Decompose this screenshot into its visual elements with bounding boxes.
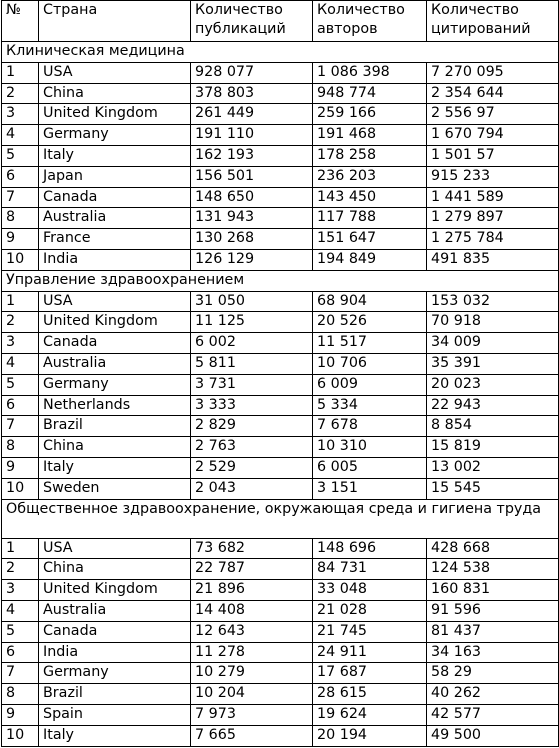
- cell-publications: 14 408: [191, 600, 313, 621]
- cell-citations: 22 943: [427, 395, 559, 416]
- country-statistics-table: [1, 0, 559, 747]
- table-row: [2, 353, 559, 374]
- cell-authors: 28 615: [313, 684, 427, 705]
- cell-authors: 21 028: [313, 600, 427, 621]
- cell-citations: 58 29: [427, 663, 559, 684]
- cell-citations: 2 556 97: [427, 104, 559, 125]
- cell-country: Germany: [39, 663, 191, 684]
- cell-authors: 5 334: [313, 395, 427, 416]
- cell-publications: 2 763: [191, 437, 313, 458]
- cell-publications: 5 811: [191, 353, 313, 374]
- cell-country: United Kingdom: [39, 312, 191, 333]
- cell-rank: 4: [2, 600, 39, 621]
- cell-authors: 24 911: [313, 642, 427, 663]
- table-row: [2, 208, 559, 229]
- table-row: [2, 725, 559, 746]
- cell-citations: 15 545: [427, 478, 559, 499]
- cell-rank: 2: [2, 312, 39, 333]
- cell-authors: 84 731: [313, 559, 427, 580]
- table-body: [2, 42, 559, 747]
- table-row: [2, 600, 559, 621]
- cell-citations: 70 918: [427, 312, 559, 333]
- cell-publications: 6 002: [191, 333, 313, 354]
- table-row: [2, 104, 559, 125]
- table-row: [2, 62, 559, 83]
- table-row: [2, 374, 559, 395]
- cell-citations: 20 023: [427, 374, 559, 395]
- cell-authors: 3 151: [313, 478, 427, 499]
- cell-publications: 126 129: [191, 249, 313, 270]
- cell-country: Canada: [39, 621, 191, 642]
- cell-rank: 3: [2, 333, 39, 354]
- table-row: [2, 621, 559, 642]
- cell-authors: 21 745: [313, 621, 427, 642]
- cell-citations: 49 500: [427, 725, 559, 746]
- table-row: [2, 166, 559, 187]
- cell-publications: 2 043: [191, 478, 313, 499]
- cell-authors: 20 194: [313, 725, 427, 746]
- cell-publications: 11 125: [191, 312, 313, 333]
- table-row: [2, 83, 559, 104]
- cell-citations: 124 538: [427, 559, 559, 580]
- cell-rank: 1: [2, 538, 39, 559]
- cell-country: Germany: [39, 125, 191, 146]
- cell-rank: 8: [2, 437, 39, 458]
- cell-publications: 3 333: [191, 395, 313, 416]
- cell-rank: 8: [2, 208, 39, 229]
- table-row: [2, 437, 559, 458]
- cell-publications: 148 650: [191, 187, 313, 208]
- header-country: Страна: [39, 1, 191, 42]
- table-row: [2, 291, 559, 312]
- cell-country: Spain: [39, 704, 191, 725]
- cell-publications: 928 077: [191, 62, 313, 83]
- cell-publications: 7 973: [191, 704, 313, 725]
- cell-country: China: [39, 437, 191, 458]
- header-row: [2, 1, 559, 42]
- cell-authors: 33 048: [313, 580, 427, 601]
- cell-citations: 153 032: [427, 291, 559, 312]
- cell-authors: 10 706: [313, 353, 427, 374]
- cell-citations: 1 275 784: [427, 229, 559, 250]
- cell-authors: 191 468: [313, 125, 427, 146]
- cell-citations: 91 596: [427, 600, 559, 621]
- cell-publications: 261 449: [191, 104, 313, 125]
- table-row: [2, 457, 559, 478]
- section-row: [2, 270, 559, 291]
- cell-country: India: [39, 642, 191, 663]
- cell-country: USA: [39, 538, 191, 559]
- cell-publications: 156 501: [191, 166, 313, 187]
- cell-authors: 117 788: [313, 208, 427, 229]
- cell-rank: 3: [2, 104, 39, 125]
- table-row: [2, 312, 559, 333]
- cell-rank: 10: [2, 249, 39, 270]
- cell-authors: 19 624: [313, 704, 427, 725]
- cell-publications: 22 787: [191, 559, 313, 580]
- cell-authors: 148 696: [313, 538, 427, 559]
- table-row: [2, 395, 559, 416]
- cell-citations: 1 441 589: [427, 187, 559, 208]
- header-citations: Количество цитирований: [427, 1, 559, 42]
- cell-rank: 9: [2, 704, 39, 725]
- cell-citations: 34 163: [427, 642, 559, 663]
- cell-rank: 6: [2, 395, 39, 416]
- cell-country: China: [39, 559, 191, 580]
- cell-rank: 10: [2, 725, 39, 746]
- cell-authors: 236 203: [313, 166, 427, 187]
- cell-country: Netherlands: [39, 395, 191, 416]
- cell-rank: 8: [2, 684, 39, 705]
- cell-rank: 5: [2, 145, 39, 166]
- cell-rank: 7: [2, 416, 39, 437]
- section-title: Клиническая медицина: [2, 42, 559, 63]
- table-row: [2, 684, 559, 705]
- section-row: [2, 499, 559, 538]
- cell-publications: 73 682: [191, 538, 313, 559]
- cell-publications: 12 643: [191, 621, 313, 642]
- cell-rank: 7: [2, 187, 39, 208]
- cell-publications: 11 278: [191, 642, 313, 663]
- cell-authors: 178 258: [313, 145, 427, 166]
- cell-authors: 143 450: [313, 187, 427, 208]
- cell-rank: 9: [2, 457, 39, 478]
- cell-citations: 35 391: [427, 353, 559, 374]
- cell-authors: 68 904: [313, 291, 427, 312]
- section-title: Общественное здравоохранение, окружающая среда и гигиена труда: [2, 499, 559, 538]
- cell-country: Canada: [39, 187, 191, 208]
- cell-country: Germany: [39, 374, 191, 395]
- cell-country: France: [39, 229, 191, 250]
- cell-rank: 2: [2, 83, 39, 104]
- cell-country: Italy: [39, 457, 191, 478]
- cell-rank: 3: [2, 580, 39, 601]
- cell-citations: 7 270 095: [427, 62, 559, 83]
- table-row: [2, 333, 559, 354]
- section-row: [2, 42, 559, 63]
- cell-publications: 2 829: [191, 416, 313, 437]
- cell-country: Italy: [39, 145, 191, 166]
- cell-citations: 81 437: [427, 621, 559, 642]
- table-row: [2, 249, 559, 270]
- header-rank: №: [2, 1, 39, 42]
- cell-citations: 42 577: [427, 704, 559, 725]
- cell-country: Australia: [39, 600, 191, 621]
- cell-publications: 3 731: [191, 374, 313, 395]
- cell-rank: 4: [2, 125, 39, 146]
- cell-citations: 8 854: [427, 416, 559, 437]
- cell-authors: 20 526: [313, 312, 427, 333]
- header-publications: Количество публикаций: [191, 1, 313, 42]
- cell-citations: 160 831: [427, 580, 559, 601]
- section-title: Управление здравоохранением: [2, 270, 559, 291]
- cell-country: Italy: [39, 725, 191, 746]
- cell-rank: 9: [2, 229, 39, 250]
- table-row: [2, 538, 559, 559]
- cell-country: Japan: [39, 166, 191, 187]
- cell-country: Brazil: [39, 416, 191, 437]
- cell-citations: 428 668: [427, 538, 559, 559]
- table-row: [2, 642, 559, 663]
- cell-country: Australia: [39, 208, 191, 229]
- cell-rank: 1: [2, 291, 39, 312]
- cell-citations: 491 835: [427, 249, 559, 270]
- cell-citations: 2 354 644: [427, 83, 559, 104]
- cell-citations: 15 819: [427, 437, 559, 458]
- cell-rank: 10: [2, 478, 39, 499]
- cell-authors: 6 009: [313, 374, 427, 395]
- cell-publications: 2 529: [191, 457, 313, 478]
- cell-citations: 915 233: [427, 166, 559, 187]
- cell-country: USA: [39, 62, 191, 83]
- cell-publications: 7 665: [191, 725, 313, 746]
- cell-publications: 131 943: [191, 208, 313, 229]
- cell-publications: 162 193: [191, 145, 313, 166]
- table-row: [2, 704, 559, 725]
- cell-authors: 948 774: [313, 83, 427, 104]
- cell-publications: 130 268: [191, 229, 313, 250]
- cell-authors: 17 687: [313, 663, 427, 684]
- cell-authors: 11 517: [313, 333, 427, 354]
- cell-authors: 151 647: [313, 229, 427, 250]
- cell-rank: 6: [2, 642, 39, 663]
- cell-citations: 40 262: [427, 684, 559, 705]
- table-row: [2, 559, 559, 580]
- cell-publications: 31 050: [191, 291, 313, 312]
- cell-authors: 6 005: [313, 457, 427, 478]
- table-row: [2, 187, 559, 208]
- cell-rank: 6: [2, 166, 39, 187]
- cell-country: United Kingdom: [39, 580, 191, 601]
- cell-citations: 13 002: [427, 457, 559, 478]
- cell-publications: 378 803: [191, 83, 313, 104]
- table-header: [2, 1, 559, 42]
- cell-publications: 10 204: [191, 684, 313, 705]
- cell-country: China: [39, 83, 191, 104]
- table-row: [2, 663, 559, 684]
- table-row: [2, 580, 559, 601]
- table-row: [2, 125, 559, 146]
- cell-publications: 191 110: [191, 125, 313, 146]
- cell-country: United Kingdom: [39, 104, 191, 125]
- cell-publications: 21 896: [191, 580, 313, 601]
- cell-publications: 10 279: [191, 663, 313, 684]
- cell-authors: 10 310: [313, 437, 427, 458]
- cell-country: Australia: [39, 353, 191, 374]
- cell-authors: 1 086 398: [313, 62, 427, 83]
- cell-country: India: [39, 249, 191, 270]
- cell-citations: 34 009: [427, 333, 559, 354]
- table-row: [2, 416, 559, 437]
- cell-country: Canada: [39, 333, 191, 354]
- cell-rank: 1: [2, 62, 39, 83]
- cell-rank: 2: [2, 559, 39, 580]
- cell-authors: 194 849: [313, 249, 427, 270]
- cell-citations: 1 279 897: [427, 208, 559, 229]
- header-authors: Количество авторов: [313, 1, 427, 42]
- cell-citations: 1 501 57: [427, 145, 559, 166]
- table-row: [2, 478, 559, 499]
- cell-rank: 5: [2, 621, 39, 642]
- table-row: [2, 145, 559, 166]
- cell-rank: 7: [2, 663, 39, 684]
- table-row: [2, 229, 559, 250]
- cell-country: Brazil: [39, 684, 191, 705]
- cell-rank: 4: [2, 353, 39, 374]
- cell-authors: 7 678: [313, 416, 427, 437]
- cell-authors: 259 166: [313, 104, 427, 125]
- cell-citations: 1 670 794: [427, 125, 559, 146]
- cell-country: Sweden: [39, 478, 191, 499]
- cell-country: USA: [39, 291, 191, 312]
- cell-rank: 5: [2, 374, 39, 395]
